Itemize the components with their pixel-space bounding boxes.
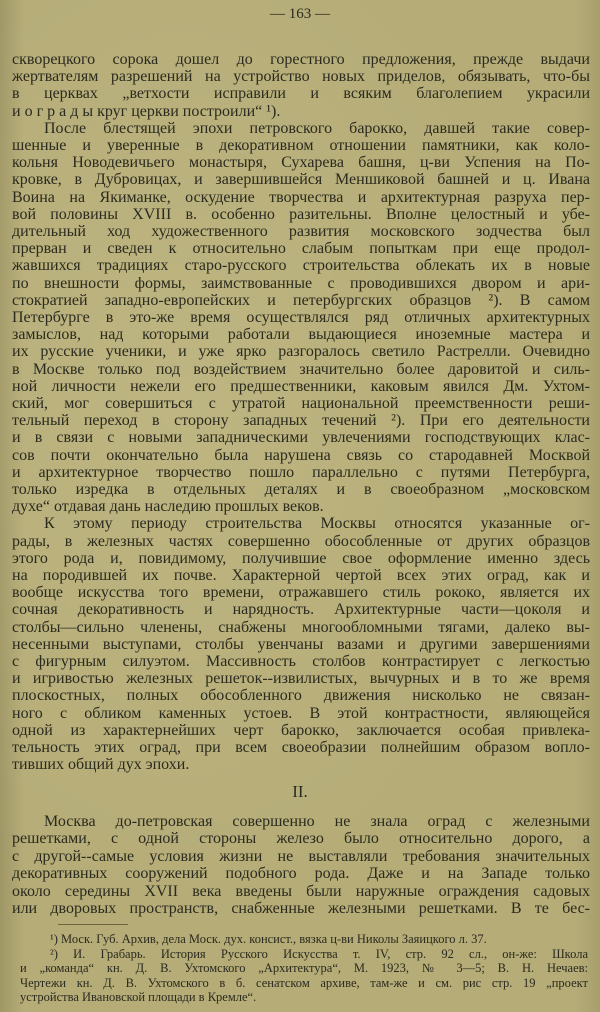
- text-line: плоскостных, полных обособленного движения нисколько не связан-: [12, 687, 590, 705]
- text-line: дительный ход художественного развития московского зодчества был: [12, 223, 590, 240]
- text-line: или дворовых пространств, снабженные железными решетками. В те бес-: [12, 900, 590, 917]
- text-line: и о г р а д ы круг церкви построили“ ¹).: [12, 102, 281, 120]
- text-line: тельность этих оград, при всем своеобразии полнейшим образом вопло-: [12, 739, 590, 756]
- footnote-line: ²) И. Грабарь. История Русского Искусства т. IV, стр. 92 сл., он-же: Школа: [50, 946, 588, 961]
- text-line: вой половины XVIII в. особенно разительны. Вполне целостный и убе-: [12, 205, 590, 223]
- text-line: и архитектурное творчество пошло параллельно с путями Петербурга,: [12, 463, 590, 481]
- text-line: ной личности нежели его предшественники, каковым явился Дм. Ухтом-: [12, 377, 590, 395]
- text-line: несенными выступами, столбы увенчаны вазами и другими завершениями: [12, 635, 590, 653]
- text-line: на породившей их почве. Характерной чертой всех этих оград, как и: [12, 567, 590, 584]
- text-line: духе“ отдавая дань наследию прошлых веков.: [12, 498, 324, 516]
- text-line: только изредка в отдельных деталях и в своеобразном „московском: [12, 481, 590, 498]
- text-line: ский, мог совершиться с утратой национальной преемственности реши-: [12, 395, 590, 412]
- text-line: ного с обликом каменных устоев. В этой контрастности, являющейся: [12, 704, 590, 722]
- text-line: и игривостью железных решеток--извилистых, вычурных и в то же время: [12, 670, 590, 688]
- text-line: по внешности формы, заимствованные с проводившихся двором и ари-: [12, 274, 590, 292]
- text-line: Петербурге в это-же время осуществлялся ряд отличных архитектурных: [12, 309, 590, 326]
- text-line: замыслов, над которыми работали выдающиеся иноземные мастера и: [12, 326, 590, 344]
- text-line: и в связи с новыми западническими увлечениями господствующих клас-: [12, 429, 590, 447]
- footnote-line: Чертежи кн. Д. В. Ухтомского в б. сенатском архиве, там-же и см. рис стр. 19 „проект: [20, 975, 588, 990]
- text-line: Воина на Якиманке, оскудение творчества и архитектурная разруха пер-: [12, 188, 590, 206]
- text-line: одной из характернейших черт барокко, заключается особая привлека-: [12, 721, 590, 739]
- text-line: кольня Новодевичьего монастыря, Сухарева башня, ц-ви Успения на По-: [12, 154, 590, 172]
- section-heading: II.: [292, 782, 308, 801]
- text-line: декоративных сооружений подобного рода. Даже и на Западе только: [12, 865, 590, 883]
- text-line: решетками, с одной стороны железо было относительно дорого, а: [12, 830, 590, 848]
- text-line: с фигурным силуэтом. Массивность столбов контрастирует с легкостью: [12, 653, 590, 670]
- footnote-line: устройства Ивановской площади в Кремле“.: [20, 990, 257, 1005]
- text-line: жертвателям разрешений на устройство новых приделов, обязывать, что-бы: [12, 68, 590, 86]
- text-line: этого рода и, повидимому, получившие свое оформление именно здесь: [12, 549, 590, 567]
- text-line: скворецкого сорока дошел до горестного предложения, прежде выдачи: [12, 51, 590, 68]
- page-number: — 163 —: [270, 6, 330, 22]
- text-line: Москва до-петровская совершенно не знала оград с железными: [44, 813, 590, 830]
- text-line: в Москве только под воздействием значительно более даровитой и силь-: [12, 360, 590, 378]
- text-line: тивших общий дух эпохи.: [12, 756, 190, 774]
- text-line: тельный переход в сторону западных течений ²). При его деятельности: [12, 412, 590, 430]
- footnote-line: и „команда“ кн. Д. В. Ухтомского „Архитектура“, М. 1923, № 3—5; В. Н. Нечаев:: [20, 961, 588, 976]
- text-line: К этому периоду строительства Москвы относятся указанные ог-: [44, 515, 590, 533]
- text-line: стократией западно-европейских и петербургских образцов ²). В самом: [12, 291, 590, 309]
- text-line: сочная декоративность и нарядность. Архитектурные части—цоколя и: [12, 601, 590, 619]
- footnote-separator: [58, 924, 128, 925]
- text-line: После блестящей эпохи петровского барокко, давшей такие совер-: [44, 119, 590, 137]
- text-line: с другой--самые условия жизни не выставляли требования значительных: [12, 847, 590, 865]
- text-line: их русские ученики, и уже ярко разгоралось светило Растрелли. Очевидно: [12, 343, 590, 361]
- text-line: сов почти окончательно была нарушена связь со стародавней Москвой: [12, 446, 590, 464]
- text-line: прерван и сведен к относительно слабым попыткам при еще продол-: [12, 240, 590, 258]
- text-line: рады, в железных частях совершенно обособленные от других образцов: [12, 532, 590, 550]
- footnote-line: ¹) Моск. Губ. Архив, дела Моск. дух. консист., вязка ц-ви Николы Заяицкого л. 37.: [50, 932, 487, 946]
- text-line: шенные и уверенные в декоративном отношении памятники, как коло-: [12, 137, 590, 154]
- text-line: в церквах „ветхости исправили и всяким благолепием украсили: [12, 85, 590, 103]
- text-line: жавшихся традициях старо-русского строительства облекать их в новые: [12, 257, 590, 275]
- text-line: кровке, в Дубровицах, и завершившейся Меншиковой башней и ц. Ивана: [12, 171, 590, 189]
- text-line: столбы—сильно членены, снабжены многообломными тягами, далеко вы-: [12, 618, 590, 636]
- text-line: вообще искусства того времени, отражавшего стиль рококо, является их: [12, 584, 590, 602]
- text-line: около середины XVII века введены были наружные ограждения садовых: [12, 882, 590, 900]
